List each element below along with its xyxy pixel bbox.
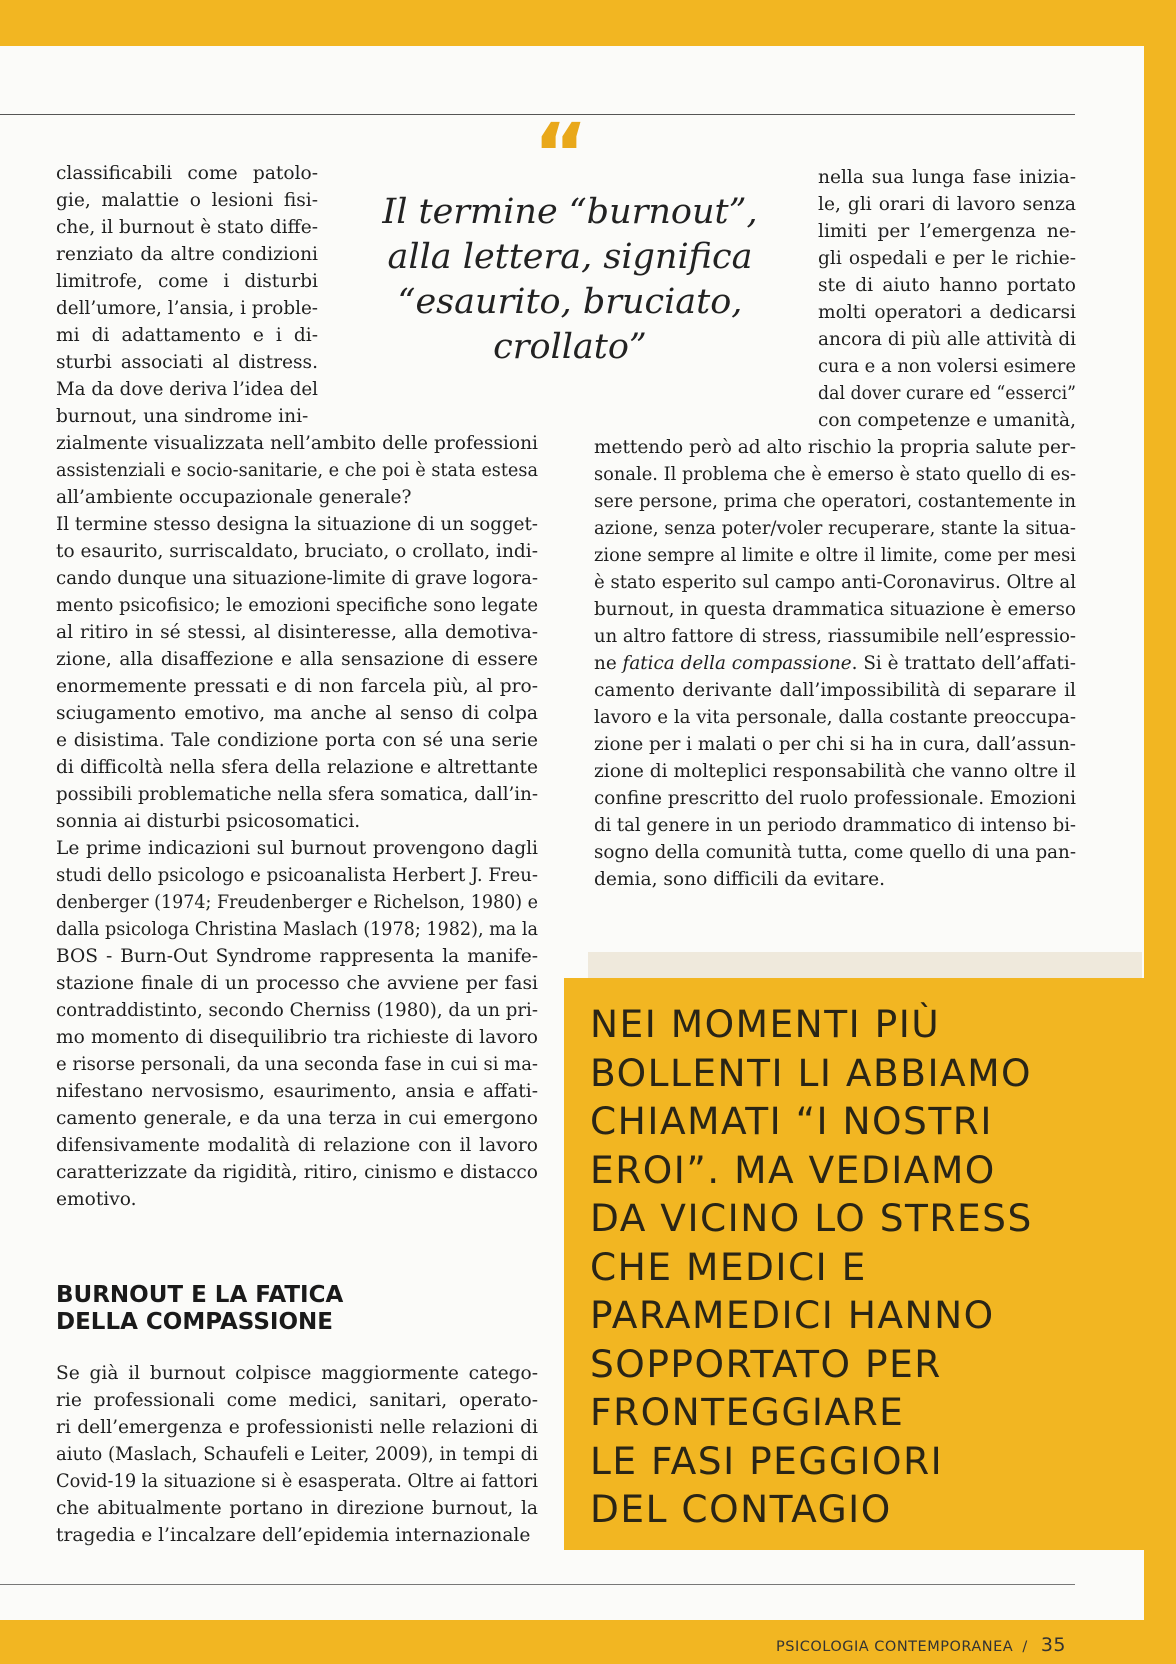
text-line: di tal genere in un periodo drammatico di intenso bi- xyxy=(594,815,1076,836)
text-line: Il termine stesso designa la situazione di un sogget- xyxy=(56,514,538,535)
callout-line: FRONTEGGIARE xyxy=(590,1390,905,1434)
text-line: sere persone, prima che operatori, costantemente in xyxy=(594,491,1076,512)
text-line: nifestano nervosismo, esaurimento, ansia e affati- xyxy=(56,1081,538,1102)
text-line: al ritiro in sé stessi, al disinteresse, alla demotiva- xyxy=(56,622,538,643)
text-line: caratterizzate da rigidità, ritiro, cinismo e distacco xyxy=(56,1162,538,1183)
text-line: di difficoltà nella sfera della relazione e altrettante xyxy=(56,757,538,778)
text-line: contraddistinto, secondo Cherniss (1980), da un pri- xyxy=(56,1000,538,1021)
text-line: mo momento di disequilibrio tra richieste di lavoro xyxy=(56,1027,538,1048)
emphasis: fatica della compassione xyxy=(622,653,852,674)
text-line: stazione finale di un processo che avviene per fasi xyxy=(56,973,538,994)
callout-line: PARAMEDICI HANNO xyxy=(590,1293,995,1337)
text-line: zione per i malati o per chi si ha in cura, dall’assun- xyxy=(594,734,1076,755)
text-line: e risorse personali, da una seconda fase in cui si ma- xyxy=(56,1054,538,1075)
text-line: sturbi associati al distress. xyxy=(56,352,318,373)
text-line: dell’umore, l’ansia, i proble- xyxy=(56,298,318,319)
text-line: ste di aiuto hanno portato xyxy=(818,275,1076,296)
text-line: emotivo. xyxy=(56,1189,137,1210)
text-line: Ma da dove deriva l’idea del xyxy=(56,379,318,400)
text-line: enormemente pressati e di non farcela più, al pro- xyxy=(56,676,538,697)
section-body xyxy=(56,1360,538,1549)
text-line: zialmente visualizzata nell’ambito delle professioni xyxy=(56,433,538,454)
text-line: Le prime indicazioni sul burnout provengono dagli xyxy=(56,838,538,859)
pull-quote-line: alla lettera, significa xyxy=(387,237,753,277)
text-line: e disistima. Tale condizione porta con sé una serie xyxy=(56,730,538,751)
text-line: cura e a non volersi esimere xyxy=(818,356,1076,377)
text-line: azione, senza poter/voler recuperare, stante la situa- xyxy=(594,518,1076,539)
text-line: burnout, una sindrome ini- xyxy=(56,406,309,427)
text-line: possibili problematiche nella sfera somatica, dall’in- xyxy=(56,784,538,805)
text-line: demia, sono difficili da evitare. xyxy=(594,869,886,890)
pull-quote-line: Il termine “burnout”, xyxy=(382,192,758,232)
text-line: dalla psicologa Christina Maslach (1978; 1982), ma la xyxy=(56,919,538,940)
text-line: denberger (1974; Freudenberger e Richelson, 1980) e xyxy=(56,892,538,913)
text-line: ri dell’emergenza e professionisti nelle relazioni di xyxy=(56,1417,538,1438)
footer-separator: / xyxy=(1022,1639,1028,1655)
text-line: ancora di più alle attività di xyxy=(818,329,1076,350)
callout-line: DEL CONTAGIO xyxy=(590,1487,892,1531)
text-line: che, il burnout è stato diffe- xyxy=(56,217,318,238)
callout-top-strip xyxy=(588,952,1142,978)
text-line: gli ospedali e per le richie- xyxy=(818,248,1076,269)
text-line: cando dunque una situazione-limite di grave logora- xyxy=(56,568,538,589)
text-line: mi di adattamento e i di- xyxy=(56,325,318,346)
callout-text xyxy=(590,1000,1130,1534)
page-number: 35 xyxy=(1040,1634,1066,1656)
callout-line: BOLLENTI LI ABBIAMO xyxy=(590,1050,1033,1095)
text-line: zione sempre al limite e oltre il limite, come per mesi xyxy=(594,545,1076,566)
callout-line: NEI MOMENTI PIÙ xyxy=(590,1002,941,1046)
quote-mark-icon: “ xyxy=(533,105,589,203)
heading-line: DELLA COMPASSIONE xyxy=(56,1309,333,1335)
text-line: studi dello psicologo e psicoanalista Herbert J. Freu- xyxy=(56,865,538,886)
text-line: burnout, in questa drammatica situazione è emerso xyxy=(594,599,1076,620)
pull-quote-line: crollato” xyxy=(493,327,647,367)
text-line: renziato da altre condizioni xyxy=(56,244,318,265)
heading-line: BURNOUT E LA FATICA xyxy=(56,1282,344,1308)
text-line: mento psicofisico; le emozioni specifiche sono legate xyxy=(56,595,538,616)
callout-line: SOPPORTATO PER xyxy=(590,1341,942,1386)
text-line: dal dover curare ed “esserci” xyxy=(818,383,1076,404)
text-line: è stato esperito sul campo anti-Coronavirus. Oltre al xyxy=(594,572,1076,593)
text-line: con competenze e umanità, xyxy=(818,410,1076,431)
bottom-rule xyxy=(0,1584,1075,1585)
text-line: ne fatica della compassione. Si è trattato dell’affati- xyxy=(594,653,1076,674)
magazine-name: PSICOLOGIA CONTEMPORANEA xyxy=(776,1639,1014,1655)
section-heading xyxy=(56,1282,476,1336)
text-line: Covid-19 la situazione si è esasperata. Oltre ai fattori xyxy=(56,1471,538,1492)
text-line: aiuto (Maslach, Schaufeli e Leiter, 2009), in tempi di xyxy=(56,1444,538,1465)
text-line: un altro fattore di stress, riassumibile nell’espressio- xyxy=(594,626,1076,647)
text-line: limitrofe, come i disturbi xyxy=(56,271,318,292)
pull-quote-line: “esaurito, bruciato, xyxy=(397,282,743,322)
column-2-top xyxy=(818,164,1076,434)
text-line: Se già il burnout colpisce maggiormente catego- xyxy=(56,1363,538,1384)
text-line: tragedia e l’incalzare dell’epidemia internazionale xyxy=(56,1525,531,1546)
text-line: che abitualmente portano in direzione burnout, la xyxy=(56,1498,538,1519)
text-line: sonale. Il problema che è emerso è stato quello di es- xyxy=(594,464,1076,485)
text-line: camento generale, e da una terza in cui emergono xyxy=(56,1108,538,1129)
column-2-body xyxy=(594,434,1076,893)
text-line: BOS - Burn-Out Syndrome rappresenta la manife- xyxy=(56,946,538,967)
callout-line: LE FASI PEGGIORI xyxy=(590,1438,944,1483)
text-line: mettendo però ad alto rischio la propria salute per- xyxy=(594,437,1076,458)
text-line: sciugamento emotivo, ma anche al senso di colpa xyxy=(56,703,538,724)
callout-line: DA VICINO LO STRESS xyxy=(590,1196,1033,1240)
column-1-top xyxy=(56,160,318,430)
callout-line: CHIAMATI “I NOSTRI xyxy=(590,1099,993,1143)
text-line: confine prescritto del ruolo professionale. Emozioni xyxy=(594,788,1076,809)
column-1-body xyxy=(56,430,538,1213)
text-line: gie, malattie o lesioni fisi- xyxy=(56,190,318,211)
text-line: all’ambiente occupazionale generale? xyxy=(56,487,412,508)
text-line: le, gli orari di lavoro senza xyxy=(818,194,1076,215)
text-line: molti operatori a dedicarsi xyxy=(818,302,1076,323)
text-line: zione, alla disaffezione e alla sensazione di essere xyxy=(56,649,538,670)
text-line: limiti per l’emergenza ne- xyxy=(818,221,1076,242)
callout-line: EROI”. MA VEDIAMO xyxy=(590,1147,996,1192)
text-line: sogno della comunità tutta, come quello di una pan- xyxy=(594,842,1076,863)
text-line: zione di molteplici responsabilità che vanno oltre il xyxy=(594,761,1076,782)
text-line: camento derivante dall’impossibilità di separare il xyxy=(594,680,1076,701)
text-line: difensivamente modalità di relazione con il lavoro xyxy=(56,1135,538,1156)
text-line: nella sua lunga fase inizia- xyxy=(818,167,1076,188)
pull-quote xyxy=(380,190,760,370)
text-line: rie professionali come medici, sanitari, operato- xyxy=(56,1390,538,1411)
text-line: sonnia ai disturbi psicosomatici. xyxy=(56,811,361,832)
callout-line: CHE MEDICI E xyxy=(590,1244,867,1289)
text-line: assistenziali e socio-sanitarie, e che poi è stata estesa xyxy=(56,460,538,481)
text-line: lavoro e la vita personale, dalla costante preoccupa- xyxy=(594,707,1076,728)
page-footer xyxy=(776,1634,1066,1656)
text-line: classificabili come patolo- xyxy=(56,163,318,184)
text-line: to esaurito, surriscaldato, bruciato, o crollato, indi- xyxy=(56,541,538,562)
